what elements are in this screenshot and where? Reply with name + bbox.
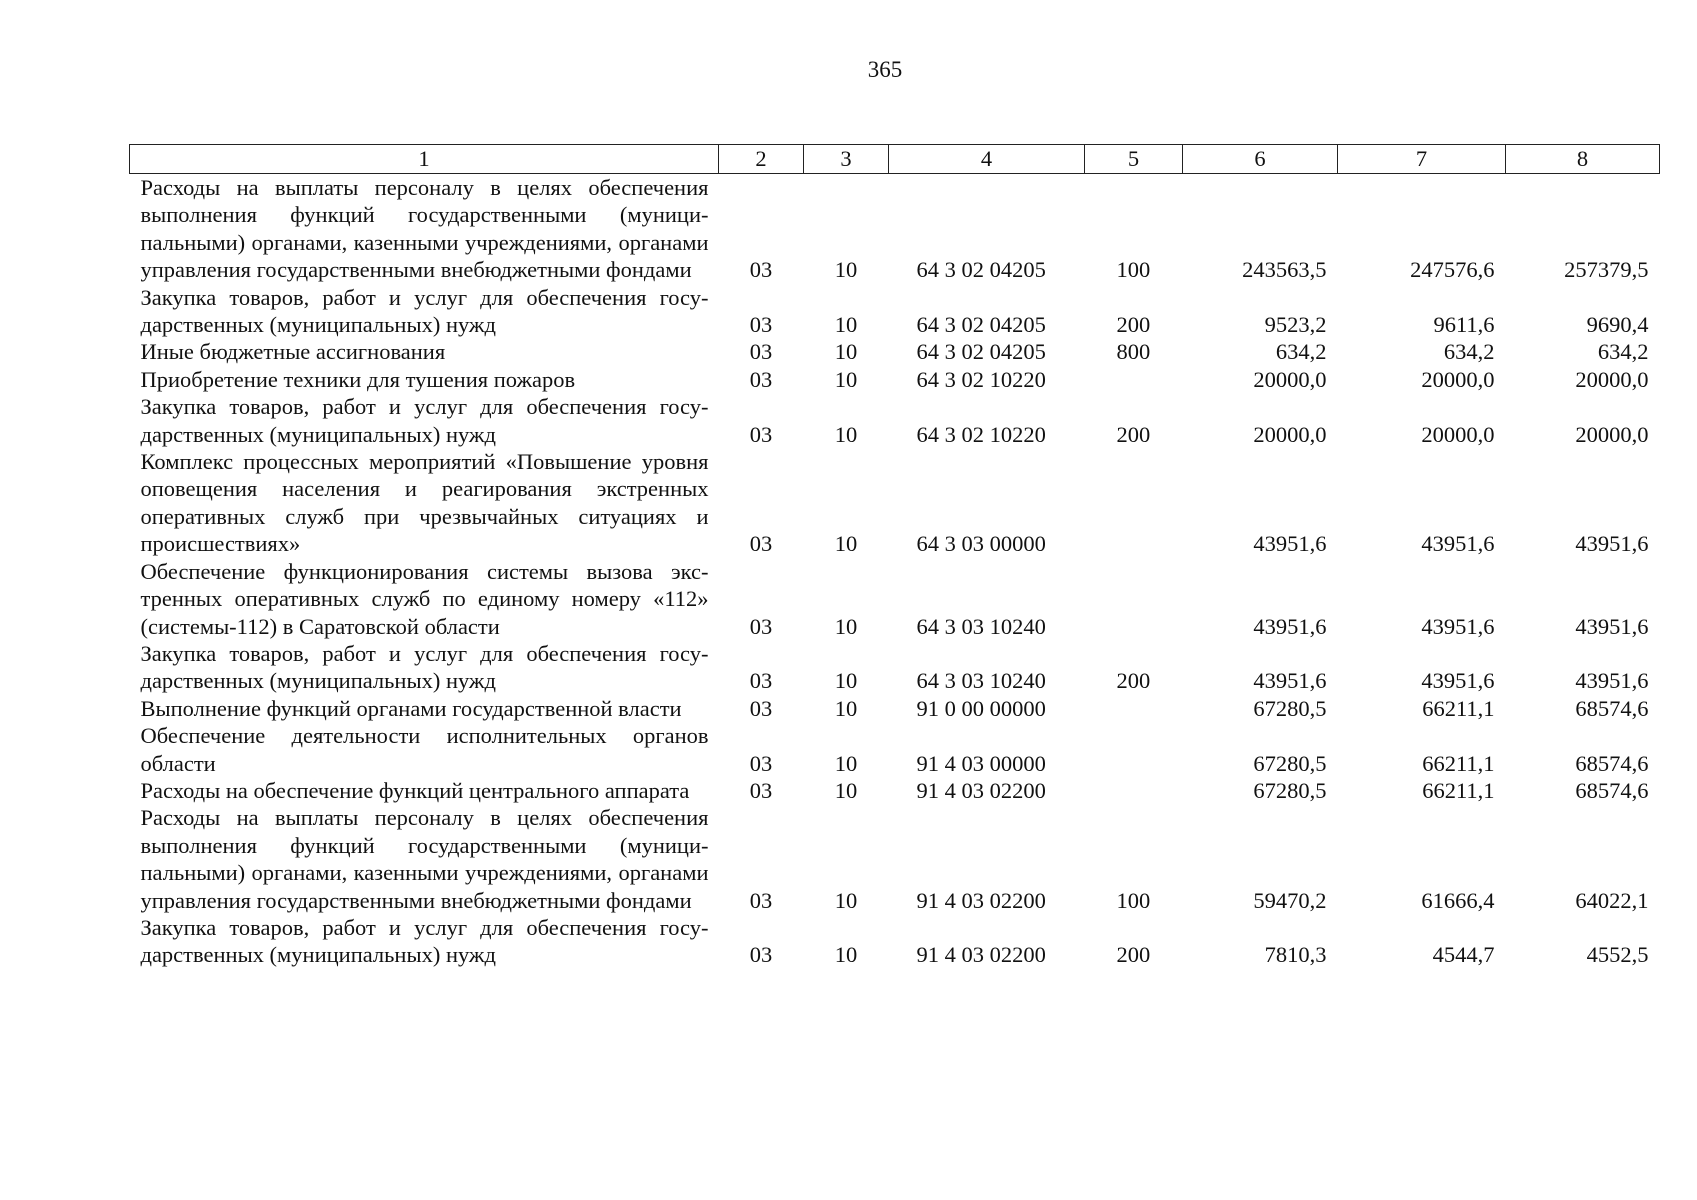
amount-year1-cell: 7810,3 <box>1264 942 1327 968</box>
section-code-cell: 03 <box>749 312 773 338</box>
amount-year1-cell: 9523,2 <box>1264 312 1327 338</box>
subsection-code-cell: 10 <box>834 942 858 968</box>
table-row <box>130 284 1660 339</box>
table-row <box>130 338 1660 365</box>
amount-year1-cell: 243563,5 <box>1242 257 1327 283</box>
amount-year3-cell: 43951,6 <box>1575 531 1649 557</box>
expense-name-cell: Приобретение техники для тушения пожаров <box>140 366 576 392</box>
amount-year1-cell: 59470,2 <box>1253 887 1327 913</box>
expense-type-cell: 200 <box>1116 312 1151 338</box>
table-row <box>130 366 1660 393</box>
subsection-code-cell: 10 <box>834 257 858 283</box>
column-header: 2 <box>719 145 804 174</box>
target-article-cell: 64 3 02 10220 <box>916 421 1046 447</box>
section-code-cell: 03 <box>749 257 773 283</box>
target-article-cell: 91 4 03 02200 <box>916 942 1046 968</box>
target-article-cell: 64 3 03 10240 <box>916 613 1046 639</box>
amount-year1-cell: 67280,5 <box>1253 750 1327 776</box>
section-code-cell: 03 <box>749 366 773 392</box>
amount-year2-cell: 43951,6 <box>1421 613 1495 639</box>
expense-name-cell: Расходы на выплаты персоналу в целях обеспечения выполнения функций государственными (муниципальными) органами, казенными учреждениями, органами управления государственными внебюджетными фондами <box>140 805 709 913</box>
amount-year1-cell: 67280,5 <box>1253 777 1327 803</box>
expense-type-cell <box>1085 558 1183 640</box>
section-code-cell: 03 <box>749 668 773 694</box>
header-row <box>130 145 1660 174</box>
column-header: 5 <box>1085 145 1183 174</box>
expense-type-cell: 800 <box>1116 339 1151 365</box>
expense-type-cell: 100 <box>1116 257 1151 283</box>
amount-year3-cell: 9690,4 <box>1586 312 1649 338</box>
expense-type-cell <box>1085 366 1183 393</box>
amount-year2-cell: 66211,1 <box>1422 777 1495 803</box>
table-header <box>130 145 1660 174</box>
expense-name-cell: Обеспечение деятельности исполнительных органов области <box>140 723 709 776</box>
expense-type-cell: 100 <box>1116 887 1151 913</box>
amount-year1-cell: 43951,6 <box>1253 613 1327 639</box>
subsection-code-cell: 10 <box>834 777 858 803</box>
target-article-cell: 91 4 03 02200 <box>916 887 1046 913</box>
expense-name-cell: Комплекс процессных мероприятий «Повышение уровня оповещения населения и реагирования экстренных оперативных служб при чрезвычайных ситуациях и происшествиях» <box>140 449 709 557</box>
amount-year1-cell: 634,2 <box>1275 339 1327 365</box>
amount-year2-cell: 20000,0 <box>1421 366 1495 392</box>
target-article-cell: 64 3 02 04205 <box>916 339 1046 365</box>
table-row <box>130 558 1660 640</box>
expense-name-cell: Закупка товаров, работ и услуг для обеспечения государственных (муниципальных) нужд <box>140 284 709 338</box>
column-header: 3 <box>804 145 889 174</box>
expense-type-cell: 200 <box>1116 942 1151 968</box>
expense-type-cell <box>1085 448 1183 558</box>
section-code-cell: 03 <box>749 942 773 968</box>
amount-year3-cell: 257379,5 <box>1564 257 1649 283</box>
subsection-code-cell: 10 <box>834 312 858 338</box>
amount-year2-cell: 43951,6 <box>1421 668 1495 694</box>
amount-year1-cell: 67280,5 <box>1253 695 1327 721</box>
expense-name-cell: Расходы на выплаты персоналу в целях обеспечения выполнения функций государственными (муниципальными) органами, казенными учреждениями, органами управления государственными внебюджетными фондами <box>140 175 709 283</box>
table-row <box>130 174 1660 284</box>
table-row <box>130 777 1660 804</box>
target-article-cell: 64 3 03 10240 <box>916 668 1046 694</box>
amount-year2-cell: 247576,6 <box>1410 257 1495 283</box>
table-row <box>130 914 1660 969</box>
amount-year3-cell: 20000,0 <box>1575 366 1649 392</box>
expense-type-cell <box>1085 777 1183 804</box>
column-header: 6 <box>1183 145 1338 174</box>
amount-year3-cell: 68574,6 <box>1575 695 1649 721</box>
subsection-code-cell: 10 <box>834 695 858 721</box>
target-article-cell: 64 3 02 04205 <box>916 312 1046 338</box>
amount-year3-cell: 43951,6 <box>1575 668 1649 694</box>
amount-year1-cell: 20000,0 <box>1253 421 1327 447</box>
section-code-cell: 03 <box>749 531 773 557</box>
column-header: 7 <box>1338 145 1506 174</box>
amount-year3-cell: 68574,6 <box>1575 777 1649 803</box>
table-row <box>130 804 1660 914</box>
expense-name-cell: Обеспечение функционирования системы вызова экстренных оперативных служб по единому номеру «112» (системы-112) в Саратовской области <box>140 558 709 639</box>
target-article-cell: 91 4 03 02200 <box>916 777 1046 803</box>
table-body <box>130 174 1660 969</box>
expense-name-cell: Расходы на обеспечение функций центрального аппарата <box>140 777 690 803</box>
expense-name-cell: Закупка товаров, работ и услуг для обеспечения государственных (муниципальных) нужд <box>140 914 709 968</box>
expense-type-cell <box>1085 722 1183 777</box>
subsection-code-cell: 10 <box>834 887 858 913</box>
subsection-code-cell: 10 <box>834 366 858 392</box>
section-code-cell: 03 <box>749 613 773 639</box>
table-row <box>130 695 1660 722</box>
amount-year2-cell: 4544,7 <box>1432 942 1495 968</box>
amount-year3-cell: 64022,1 <box>1575 887 1649 913</box>
amount-year2-cell: 43951,6 <box>1421 531 1495 557</box>
amount-year2-cell: 20000,0 <box>1421 421 1495 447</box>
amount-year1-cell: 20000,0 <box>1253 366 1327 392</box>
budget-table <box>129 144 1660 969</box>
target-article-cell: 64 3 03 00000 <box>916 531 1046 557</box>
expense-type-cell <box>1085 695 1183 722</box>
amount-year3-cell: 4552,5 <box>1586 942 1649 968</box>
expense-name-cell: Закупка товаров, работ и услуг для обеспечения государственных (муниципальных) нужд <box>140 640 709 694</box>
section-code-cell: 03 <box>749 695 773 721</box>
amount-year1-cell: 43951,6 <box>1253 531 1327 557</box>
target-article-cell: 64 3 02 04205 <box>916 257 1046 283</box>
target-article-cell: 64 3 02 10220 <box>916 366 1046 392</box>
subsection-code-cell: 10 <box>834 339 858 365</box>
target-article-cell: 91 4 03 00000 <box>916 750 1046 776</box>
section-code-cell: 03 <box>749 750 773 776</box>
section-code-cell: 03 <box>749 777 773 803</box>
amount-year2-cell: 66211,1 <box>1422 695 1495 721</box>
amount-year2-cell: 61666,4 <box>1421 887 1495 913</box>
amount-year2-cell: 9611,6 <box>1433 312 1495 338</box>
subsection-code-cell: 10 <box>834 750 858 776</box>
expense-type-cell: 200 <box>1116 421 1151 447</box>
amount-year3-cell: 634,2 <box>1597 339 1649 365</box>
subsection-code-cell: 10 <box>834 531 858 557</box>
amount-year3-cell: 43951,6 <box>1575 613 1649 639</box>
amount-year3-cell: 20000,0 <box>1575 421 1649 447</box>
column-header: 1 <box>130 145 719 174</box>
amount-year2-cell: 634,2 <box>1443 339 1495 365</box>
subsection-code-cell: 10 <box>834 421 858 447</box>
page-number: 365 <box>867 57 903 82</box>
section-code-cell: 03 <box>749 887 773 913</box>
column-header: 4 <box>889 145 1085 174</box>
expense-name-cell: Закупка товаров, работ и услуг для обеспечения государственных (муниципальных) нужд <box>140 394 709 447</box>
expense-name-cell: Выполнение функций органами государственной власти <box>140 695 682 721</box>
section-code-cell: 03 <box>749 339 773 365</box>
subsection-code-cell: 10 <box>834 613 858 639</box>
table-row <box>130 393 1660 448</box>
table-row <box>130 448 1660 558</box>
amount-year2-cell: 66211,1 <box>1422 750 1495 776</box>
expense-name-cell: Иные бюджетные ассигнования <box>140 339 446 365</box>
table-row <box>130 640 1660 695</box>
amount-year1-cell: 43951,6 <box>1253 668 1327 694</box>
column-header: 8 <box>1506 145 1660 174</box>
subsection-code-cell: 10 <box>834 668 858 694</box>
table-row <box>130 722 1660 777</box>
expense-type-cell: 200 <box>1116 668 1151 694</box>
section-code-cell: 03 <box>749 421 773 447</box>
amount-year3-cell: 68574,6 <box>1575 750 1649 776</box>
target-article-cell: 91 0 00 00000 <box>916 695 1046 721</box>
